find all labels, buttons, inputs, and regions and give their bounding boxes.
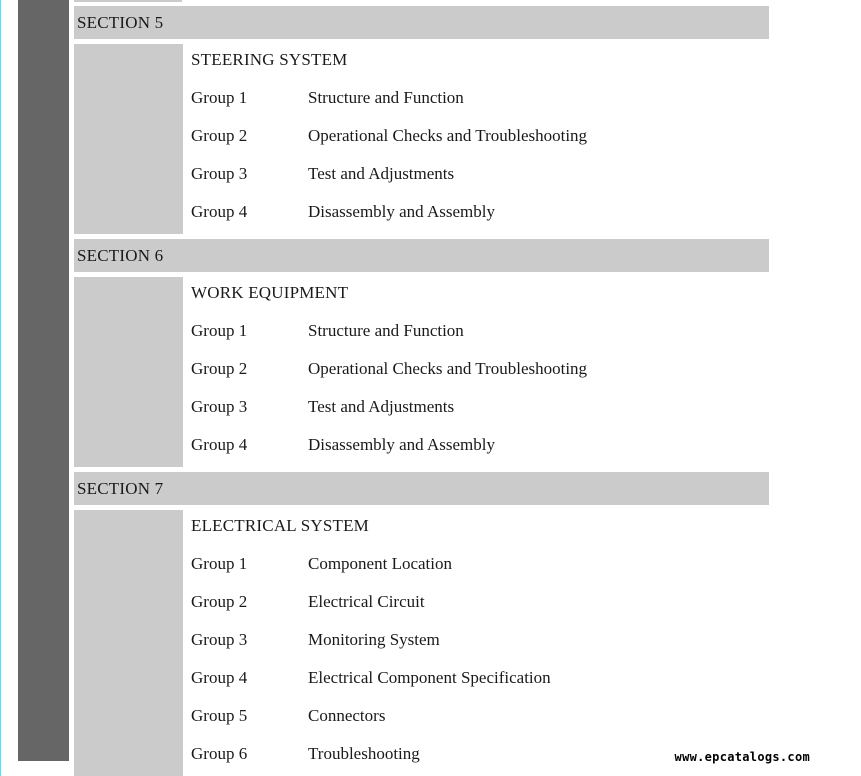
- group-row[interactable]: [191, 391, 769, 429]
- group-link[interactable]: Test and Adjustments: [308, 397, 455, 416]
- group-label: Group 4: [191, 202, 248, 221]
- group-row[interactable]: [191, 624, 769, 662]
- group-link[interactable]: Electrical Component Specification: [308, 668, 551, 687]
- group-link[interactable]: Test and Adjustments: [308, 164, 455, 183]
- group-row[interactable]: [191, 120, 769, 158]
- group-row[interactable]: [191, 586, 769, 624]
- section-title: STEERING SYSTEM: [191, 50, 348, 69]
- dark-sidebar: [18, 0, 69, 761]
- section-5: [74, 6, 769, 234]
- group-label: Group 2: [191, 126, 248, 145]
- section-body: [74, 44, 769, 234]
- section-header: SECTION 5: [74, 6, 769, 39]
- group-link[interactable]: Structure and Function: [308, 321, 464, 340]
- section-body: [74, 277, 769, 467]
- section-7: [74, 472, 769, 776]
- group-link[interactable]: Troubleshooting: [308, 744, 420, 763]
- group-label: Group 5: [191, 706, 248, 725]
- section-body: [74, 510, 769, 776]
- section-title: WORK EQUIPMENT: [191, 283, 349, 302]
- section-gutter: [74, 277, 183, 467]
- group-row[interactable]: [191, 158, 769, 196]
- group-label: Group 3: [191, 397, 248, 416]
- group-label: Group 3: [191, 630, 248, 649]
- group-link[interactable]: Connectors: [308, 706, 386, 725]
- group-label: Group 4: [191, 668, 248, 687]
- group-label: Group 2: [191, 592, 248, 611]
- group-row[interactable]: [191, 429, 769, 467]
- group-link[interactable]: Disassembly and Assembly: [308, 435, 495, 454]
- group-label: Group 2: [191, 359, 248, 378]
- section-content: [183, 44, 769, 234]
- previous-section-stub: [74, 0, 182, 2]
- section-gutter: [74, 44, 183, 234]
- section-6: [74, 239, 769, 467]
- group-label: Group 1: [191, 321, 248, 340]
- group-row[interactable]: [191, 82, 769, 120]
- group-row[interactable]: [191, 662, 769, 700]
- group-label: Group 1: [191, 88, 248, 107]
- group-link[interactable]: Operational Checks and Troubleshooting: [308, 126, 588, 145]
- group-link[interactable]: Component Location: [308, 554, 453, 573]
- group-link[interactable]: Monitoring System: [308, 630, 440, 649]
- group-link[interactable]: Electrical Circuit: [308, 592, 425, 611]
- group-row[interactable]: [191, 353, 769, 391]
- group-row[interactable]: [191, 196, 769, 234]
- group-label: Group 3: [191, 164, 248, 183]
- group-label: Group 4: [191, 435, 248, 454]
- group-label: Group 1: [191, 554, 248, 573]
- group-row[interactable]: [191, 700, 769, 738]
- section-title: ELECTRICAL SYSTEM: [191, 516, 369, 535]
- window-left-border: [0, 0, 1, 776]
- group-link[interactable]: Structure and Function: [308, 88, 464, 107]
- watermark: www.epcatalogs.com: [674, 750, 810, 764]
- section-header: SECTION 6: [74, 239, 769, 272]
- table-of-contents: [74, 6, 769, 776]
- group-row[interactable]: [191, 315, 769, 353]
- section-header: SECTION 7: [74, 472, 769, 505]
- group-link[interactable]: Disassembly and Assembly: [308, 202, 495, 221]
- section-content: [183, 277, 769, 467]
- group-label: Group 6: [191, 744, 248, 763]
- section-gutter: [74, 510, 183, 776]
- section-content: [183, 510, 769, 776]
- group-link[interactable]: Operational Checks and Troubleshooting: [308, 359, 588, 378]
- group-row[interactable]: [191, 548, 769, 586]
